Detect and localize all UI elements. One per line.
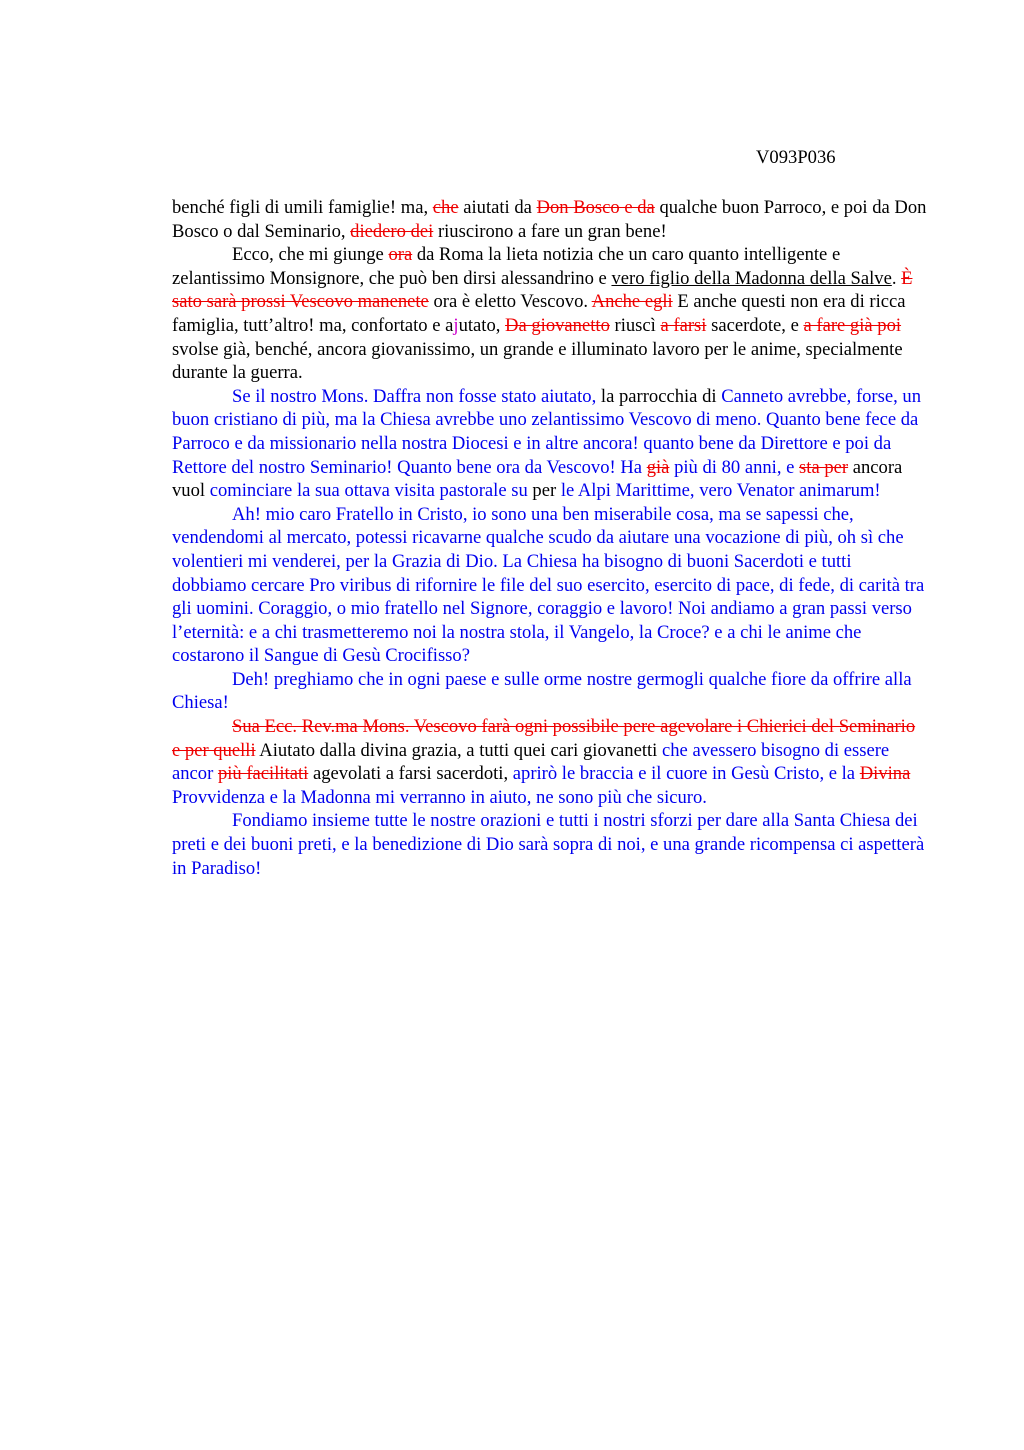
deleted-text: a farsi [660, 314, 707, 336]
text-run: Provvidenza e la Madonna mi verranno in aiuto, ne sono più che sicuro. [172, 786, 707, 808]
text-run: j [453, 314, 459, 336]
paragraph [172, 243, 928, 385]
deleted-text: più facilitati [217, 763, 309, 785]
text-run: aprirò le braccia e il cuore in Gesù Cristo, e la [512, 763, 860, 785]
paragraph [172, 196, 928, 243]
page-identifier: V093P036 [756, 147, 836, 168]
deleted-text: a fare già poi [803, 314, 902, 336]
deleted-text: Sua Ecc. Rev.ma Mons. Vescovo farà ogni possibile pere agevolare i Chierici del Seminario e per quelli [172, 716, 916, 761]
text-run: più di 80 anni, e [669, 456, 800, 478]
paragraph [172, 715, 928, 809]
paragraph [172, 385, 928, 503]
paragraph [172, 668, 928, 715]
text-run: svolse già, benché, ancora giovanissimo, un grande e illuminato lavoro per le anime, specialmente durante la guerra. [172, 338, 903, 384]
deleted-text: che [432, 197, 459, 218]
deleted-text: sta per [799, 456, 849, 478]
text-run: Fondiamo insieme tutte le nostre orazioni e tutti i nostri sforzi per dare alla Santa Chiesa dei preti e dei buoni preti, e la benedizione di Dio sarà sopra di noi, e una grande ricompensa ci aspetterà in Paradiso! [172, 810, 925, 879]
text-run: utato, [458, 314, 506, 336]
text-run: Aiutato dalla divina grazia, a tutti quei cari giovanetti [255, 739, 662, 761]
text-run: Se il nostro Mons. Daffra non fosse stato aiutato, [232, 385, 597, 407]
deleted-text: Divina [859, 763, 911, 785]
deleted-text: ora [388, 244, 413, 266]
text-run: qualche buon Parroco, e poi da Don Bosco o dal Seminario, [172, 197, 927, 242]
text-run: Ah! mio caro Fratello in Cristo, io sono una ben miserabile cosa, ma se sapessi che, vendendomi al mercato, potessi ricavarne qualche scudo da aiutare una vocazione di più, oh sì che volentieri mi venderei, per la Grazia di Dio. La Chiesa ha bisogno di buoni Sacerdoti e tutti dobbiamo cercare Pro viribus di rifornire le file del suo esercito, esercito di pace, di fede, di carità tra gli uomini. Coraggio, o mio fratello nel Signore, coraggio e lavoro! Noi andiamo a gran passi verso l’eternità: e a chi trasmetteremo noi la nostra stola, il Vangelo, la Croce? e a chi le anime che costarono il Sangue di Gesù Crocifisso? [172, 503, 925, 667]
deleted-text: Anche egli [591, 291, 673, 313]
text-run: sacerdote, e [706, 314, 804, 336]
paragraph [172, 809, 928, 880]
text-run: le Alpi Marittime, vero Venator animarum! [560, 480, 881, 502]
text-run: riuscì [609, 314, 661, 336]
text-run: che avessero bisogno di essere ancor [172, 739, 890, 785]
paragraph [172, 503, 928, 668]
underlined-text: vero figlio della Madonna della Salve [611, 267, 892, 289]
text-run: ancora vuol [172, 456, 903, 502]
text-run: riuscirono a fare un gran bene! [433, 220, 667, 242]
text-run: agevolati a farsi sacerdoti, [308, 763, 513, 785]
text-run: Canneto avrebbe, forse, un buon cristiano di più, ma la Chiesa avrebbe uno zelantissimo Vescovo di meno. Quanto bene fece da Parroco e da missionario nella nostra Diocesi e in altre ancora! quanto bene da Direttore e poi da Rettore del nostro Seminario! Quanto bene ora da Vescovo! Ha [172, 385, 921, 478]
text-run: la parrocchia di [596, 385, 722, 407]
text-run: da Roma la lieta notizia che un caro quanto intelligente e zelantissimo Monsignore, che può ben dirsi alessandrino e [172, 244, 841, 289]
text-run: cominciare la sua ottava visita pastorale su [209, 480, 528, 502]
text-run: aiutati da [458, 197, 537, 218]
deleted-text: già [646, 456, 670, 478]
deleted-text: È sato sarà prossi Vescovo manenete [172, 267, 913, 313]
text-run: Ecco, che mi giunge [232, 244, 389, 266]
text-run: . [891, 267, 902, 289]
text-run: E anche questi non era di ricca famiglia, tutt’altro! ma, confortato e a [172, 291, 906, 336]
text-run: Deh! preghiamo che in ogni paese e sulle orme nostre germogli qualche fiore da offrire alla Chiesa! [172, 668, 912, 714]
deleted-text: Don Bosco e da [536, 197, 655, 218]
deleted-text: diedero dei [350, 220, 434, 242]
text-run: ora è eletto Vescovo. [428, 291, 592, 313]
text-run: per [527, 480, 561, 502]
text-run: benché figli di umili famiglie! ma, [172, 197, 433, 218]
document-body [172, 196, 928, 880]
deleted-text: Da giovanetto [505, 314, 610, 336]
